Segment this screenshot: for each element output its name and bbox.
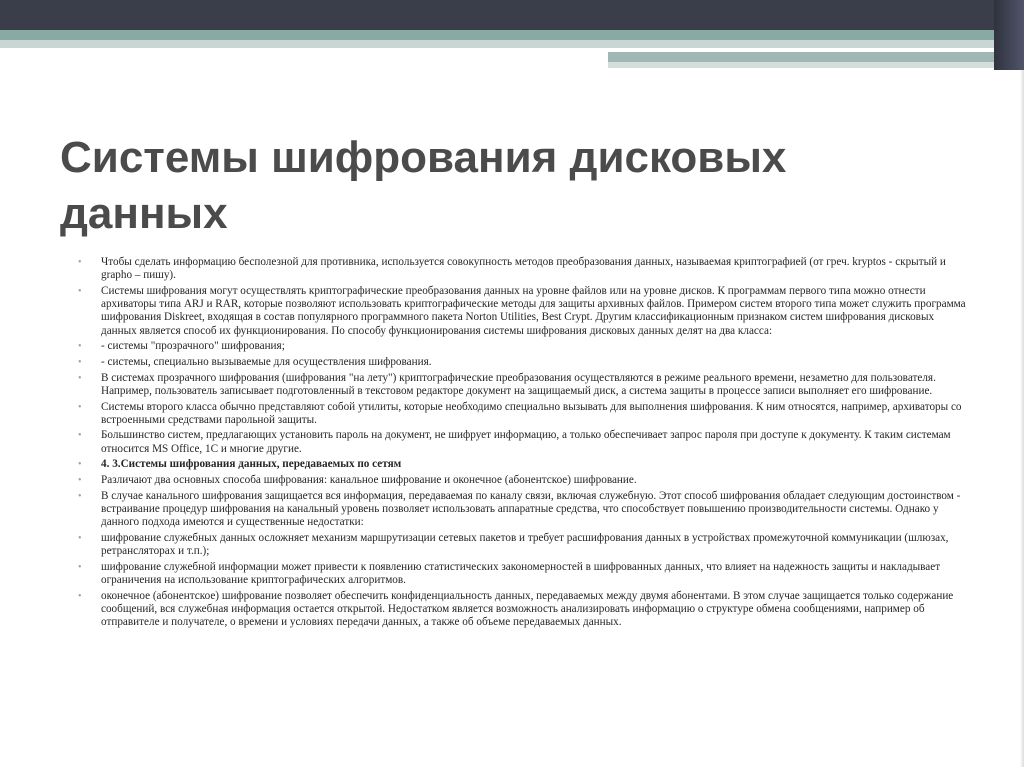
bullet-text: шифрование служебных данных осложняет механизм маршрутизации сетевых пакетов и требует расшифрования данных в устройствах промежуточной коммуникации (шлюзах, ретрансляторах и т.п.); [101, 531, 949, 558]
bullet-text: Системы шифрования могут осуществлять криптографические преобразования данных на уровне файлов или на уровне дисков. К программам первого типа можно отнести архиваторы типа ARJ и RAR, которые позволяют использовать криптографические методы для защиты архивных файлов. Примером систем второго типа может служить программа шифрования Diskreet, входящая в состав популярного программного пакета Norton Utilities, Best Crypt. Другим классификационным признаком систем шифрования дисковых данных является способ их функционирования. По способу функционирования системы шифрования дисковых данных делят на два класса: [101, 284, 966, 337]
bullet-item [78, 256, 968, 282]
header-band [0, 0, 1024, 30]
bullet-text: Различают два основных способа шифрования: канальное шифрование и оконечное (абонентское) шифрование. [101, 474, 637, 487]
bullet-marker: • [78, 590, 82, 602]
bullet-item [78, 532, 968, 558]
bullet-marker: • [78, 257, 82, 268]
bullet-text: В системах прозрачного шифрования (шифрования "на лету") криптографические преобразования осуществляются в режиме реального времени, незаметно для пользователя. Например, пользователь записывает подготовленный в текстовом редакторе документ на защищаемый диск, а система защиты в процессе записи выполняет его шифрование. [101, 371, 936, 397]
bullet-text: 4. 3.Системы шифрования данных, передаваемых по сетям [101, 458, 402, 471]
bullet-item [78, 340, 968, 353]
bullet-marker: • [78, 356, 82, 368]
bullet-text: - системы, специально вызываемые для осуществления шифрования. [101, 355, 432, 368]
header-accent-stripe-light [608, 62, 1024, 68]
bullet-marker: • [78, 490, 82, 502]
bullet-text: Большинство систем, предлагающих установить пароль на документ, не шифрует информацию, а только обеспечивает запрос пароля при доступе к документу. К таким системам относится MS Office, 1C и многие другие. [101, 429, 951, 455]
bullet-item [78, 474, 968, 487]
bullet-item [78, 590, 968, 630]
bullet-marker: • [78, 401, 82, 413]
slide-body [78, 256, 968, 632]
bullet-text: В случае канального шифрования защищается вся информация, передаваемая по каналу связи, включая служебную. Этот способ шифрования обладает следующим достоинством - встраивание процедур шифрования на канальный уровень позволяет использовать аппаратные средства, что способствует повышению производительности системы. Однако у данного подхода имеются и существенные недостатки: [101, 489, 961, 529]
bullet-item [78, 429, 968, 455]
slide-edge-shadow [1020, 70, 1024, 767]
bullet-item [78, 458, 968, 471]
bullet-marker: • [78, 561, 82, 573]
bullet-text: шифрование служебной информации может привести к появлению статистических закономерностей в шифрованных данных, что влияет на надежность защиты и накладывает ограничения на использование криптографических алгоритмов. [101, 560, 941, 586]
header-stripe-teal [0, 30, 1024, 40]
bullet-marker: • [78, 459, 82, 471]
bullet-marker: • [78, 430, 82, 442]
bullet-marker: • [78, 341, 82, 353]
bullet-text: оконечное (абонентское) шифрование позволяет обеспечить конфиденциальность данных, передаваемых между двумя абонентами. В этом случае защищается только содержание сообщений, вся служебная информация остается открытой. Недостатком является возможность анализировать информацию о структуре обмена сообщениями, например об отправителе и получателе, о времени и условиях передачи данных, а также об объеме передаваемых данных. [101, 589, 954, 629]
bullet-text: Системы второго класса обычно представляют собой утилиты, которые необходимо специально вызывать для выполнения шифрования. К ним относятся, например, архиваторы со встроенными средствами парольной защиты. [101, 400, 962, 426]
bullet-marker: • [78, 475, 82, 487]
bullet-item [78, 401, 968, 427]
bullet-item [78, 561, 968, 587]
header-accent-stripe [608, 52, 1024, 62]
header-stripe-light [0, 40, 1024, 48]
slide-title: Системы шифрования дисковых данных [60, 133, 787, 238]
bullet-marker: • [78, 532, 82, 544]
bullet-text: Чтобы сделать информацию бесполезной для противника, используется совокупность методов преобразования данных, называемая криптографией (от греч. kryptos - скрытый и grapho – пишу). [101, 256, 946, 282]
bullet-marker: • [78, 285, 82, 297]
bullet-item [78, 372, 968, 398]
bullet-text: - системы "прозрачного" шифрования; [101, 340, 285, 353]
bullet-marker: • [78, 372, 82, 384]
header-corner [994, 0, 1024, 70]
bullet-item [78, 285, 968, 338]
bullet-item [78, 356, 968, 369]
bullet-item [78, 490, 968, 530]
